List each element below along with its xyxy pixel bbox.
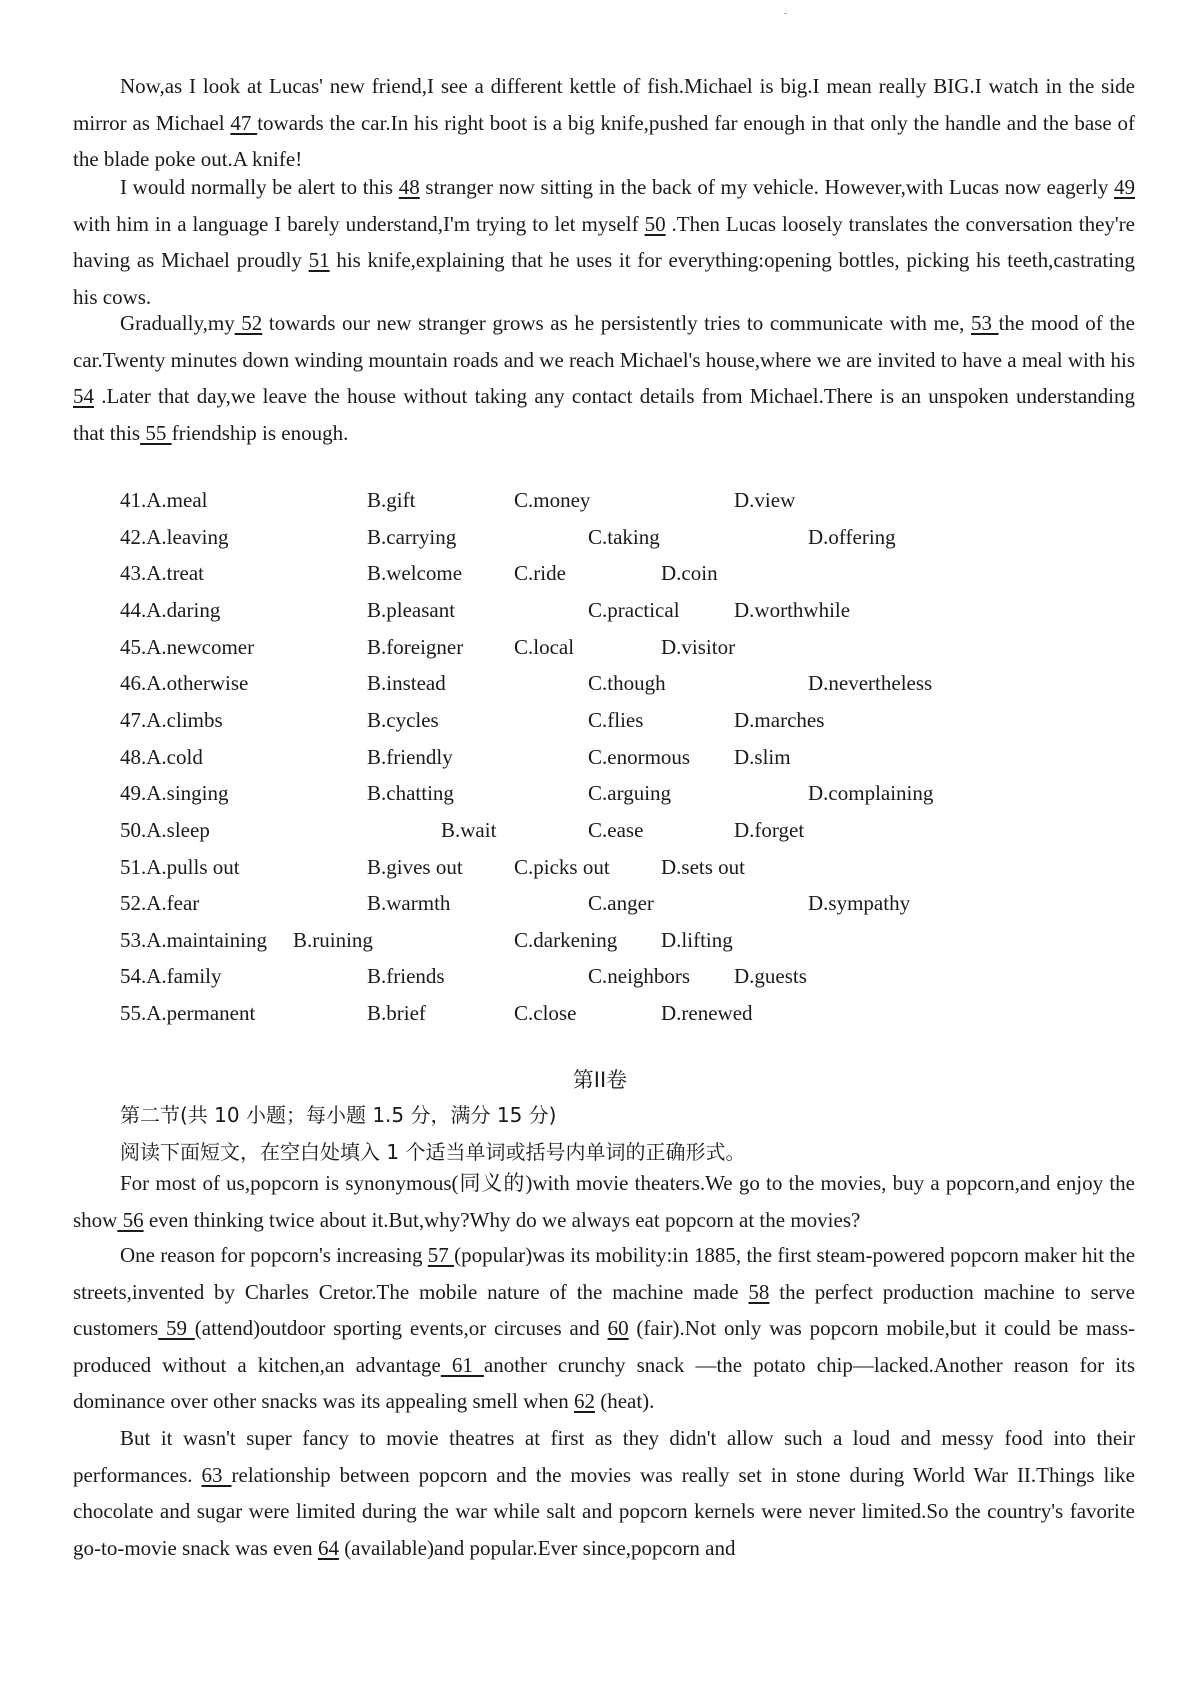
passage1-paragraph-2 bbox=[73, 169, 1135, 315]
section-header: 第二节(共 10 小题；每小题 1.5 分，满分 15 分) bbox=[120, 1103, 557, 1127]
option-row bbox=[0, 812, 1200, 848]
option-d: D.view bbox=[734, 488, 796, 512]
option-d: D.sympathy bbox=[808, 891, 911, 916]
passage-text: But it wasn't super fancy to movie theatres at first as they didn't allow such a loud and messy food into their performances. bbox=[73, 1426, 1135, 1487]
passage-text: his knife,explaining that he uses it for everything:opening bottles, picking his teeth,castrating his cows. bbox=[73, 248, 1135, 309]
passage-text: another crunchy snack —the potato chip—lacked.Another reason for its dominance over other snacks was its appealing smell when bbox=[73, 1352, 1135, 1414]
answer-blank: 57 bbox=[427, 1243, 455, 1267]
answer-blank: 55 bbox=[140, 420, 172, 445]
option-c: C.darkening bbox=[514, 927, 618, 952]
option-row bbox=[0, 885, 1200, 921]
option-d: D.forget bbox=[734, 817, 805, 842]
option-c: C.neighbors bbox=[588, 964, 691, 989]
option-a: 42.A.leaving bbox=[120, 524, 229, 549]
option-a: 54.A.family bbox=[120, 964, 222, 989]
option-b: B.friends bbox=[367, 964, 445, 989]
passage-text: with him in a language I barely understand,I'm trying to let myself bbox=[73, 211, 645, 236]
option-d: D.marches bbox=[734, 707, 825, 732]
passage-text: the perfect production machine to serve customers bbox=[73, 1279, 1135, 1341]
volume-title: 第II卷 bbox=[572, 1068, 628, 1092]
option-row bbox=[0, 665, 1200, 701]
option-row bbox=[0, 629, 1200, 665]
option-d: D.coin bbox=[661, 561, 718, 586]
option-a: 41.A.meal bbox=[120, 488, 208, 512]
option-a: 43.A.treat bbox=[120, 561, 204, 586]
option-a: 46.A.otherwise bbox=[120, 671, 249, 696]
option-c: C.local bbox=[514, 634, 575, 659]
option-c: C.practical bbox=[588, 597, 680, 622]
option-a: 48.A.cold bbox=[120, 744, 203, 769]
passage-text: even thinking twice about it.But,why?Why do we always eat popcorn at the movies? bbox=[143, 1207, 861, 1232]
passage-text: relationship between popcorn and the movies was really set in stone during World War II.Things like chocolate and sugar were limited during the war while salt and popcorn kernels were never limited.So the country's favorite go-to-movie snack was even bbox=[73, 1462, 1135, 1560]
option-row bbox=[0, 922, 1200, 958]
option-d: D.lifting bbox=[661, 927, 733, 952]
passage-text: Now,as I look at Lucas' new friend,I see a different kettle of fish.Michael is big.I mean really BIG.I watch in the side mirror as Michael bbox=[73, 74, 1135, 135]
option-row bbox=[0, 592, 1200, 628]
answer-blank: 47 bbox=[230, 110, 258, 135]
passage-text: One reason for popcorn's increasing bbox=[120, 1243, 428, 1267]
option-row bbox=[0, 775, 1200, 811]
passage-text: I would normally be alert to this bbox=[120, 175, 399, 199]
option-d: D.slim bbox=[734, 744, 791, 769]
answer-blank: 58 bbox=[748, 1279, 770, 1304]
option-d: D.complaining bbox=[808, 781, 934, 806]
answer-blank: 48 bbox=[398, 175, 420, 199]
option-c: C.taking bbox=[588, 524, 660, 549]
option-c: C.anger bbox=[588, 891, 654, 916]
option-b: B.carrying bbox=[367, 524, 457, 549]
answer-blank: 64 bbox=[317, 1535, 339, 1560]
option-d: D.visitor bbox=[661, 634, 736, 659]
passage-text: .Then Lucas loosely translates the conversation they're having as Michael proudly bbox=[73, 211, 1136, 273]
option-a: 55.A.permanent bbox=[120, 1001, 256, 1026]
option-a: 47.A.climbs bbox=[120, 707, 223, 732]
option-row bbox=[0, 702, 1200, 738]
passage2-paragraph-1 bbox=[73, 1165, 1135, 1238]
answer-blank: 59 bbox=[158, 1316, 195, 1341]
answer-blank: 62 bbox=[573, 1389, 595, 1414]
option-b: B.foreigner bbox=[367, 634, 464, 659]
option-a: 53.A.maintaining bbox=[120, 927, 267, 952]
answer-blank: 63 bbox=[201, 1462, 232, 1487]
option-b: B.gives out bbox=[367, 854, 463, 879]
passage-text: (fair).Not only was popcorn mobile,but it could be mass-produced without a kitchen,an advantage bbox=[73, 1316, 1136, 1377]
option-c: C.flies bbox=[588, 707, 644, 732]
option-c: C.close bbox=[514, 1001, 577, 1026]
option-row bbox=[0, 482, 1200, 518]
option-b: B.gift bbox=[367, 488, 416, 512]
option-c: C.arguing bbox=[588, 781, 672, 806]
option-a: 51.A.pulls out bbox=[120, 854, 240, 879]
passage-text: (attend)outdoor sporting events,or circuses and bbox=[194, 1316, 608, 1341]
option-b: B.chatting bbox=[367, 781, 454, 806]
answer-blank: 49 bbox=[1113, 175, 1135, 199]
option-row bbox=[0, 849, 1200, 885]
option-d: D.offering bbox=[808, 524, 896, 549]
option-row bbox=[0, 519, 1200, 555]
option-d: D.nevertheless bbox=[808, 671, 933, 696]
option-c: C.though bbox=[588, 671, 666, 696]
answer-blank: 50 bbox=[644, 211, 666, 236]
answer-blank: 60 bbox=[607, 1316, 629, 1341]
option-b: B.welcome bbox=[367, 561, 463, 586]
option-c: C.ease bbox=[588, 817, 644, 842]
option-c: C.ride bbox=[514, 561, 566, 586]
option-c: C.money bbox=[514, 488, 591, 512]
option-a: 49.A.singing bbox=[120, 781, 229, 806]
option-c: C.picks out bbox=[514, 854, 610, 879]
answer-blank: 51 bbox=[308, 248, 330, 273]
passage-text: towards our new stranger grows as he persistently tries to communicate with me, bbox=[262, 311, 971, 335]
answer-blank: 54 bbox=[73, 384, 94, 409]
passage-text: (available)and popular.Ever since,popcorn and bbox=[338, 1535, 736, 1560]
top-mark: - bbox=[784, 8, 788, 19]
instruction-text: 阅读下面短文，在空白处填入 1 个适当单词或括号内单词的正确形式。 bbox=[120, 1140, 746, 1164]
option-b: B.ruining bbox=[293, 927, 373, 952]
passage-text: stranger now sitting in the back of my vehicle. However,with Lucas now eagerly bbox=[419, 175, 1114, 199]
option-row bbox=[0, 739, 1200, 775]
option-d: D.worthwhile bbox=[734, 597, 851, 622]
passage-text: (heat). bbox=[594, 1389, 655, 1414]
passage1-paragraph-1 bbox=[73, 68, 1135, 178]
passage-text: Gradually,my bbox=[120, 311, 235, 335]
option-d: D.guests bbox=[734, 964, 807, 989]
passage-text: friendship is enough. bbox=[171, 420, 349, 445]
option-a: 52.A.fear bbox=[120, 891, 200, 916]
passage1-paragraph-3 bbox=[73, 305, 1135, 451]
option-b: B.wait bbox=[441, 817, 497, 842]
passage2-paragraph-2 bbox=[73, 1237, 1135, 1420]
passage2-paragraph-3 bbox=[73, 1420, 1135, 1566]
option-d: D.sets out bbox=[661, 854, 745, 879]
option-b: B.instead bbox=[367, 671, 446, 696]
option-a: 44.A.daring bbox=[120, 597, 221, 622]
answer-blank: 56 bbox=[117, 1207, 144, 1232]
option-b: B.warmth bbox=[367, 891, 451, 916]
option-row bbox=[0, 995, 1200, 1031]
option-a: 45.A.newcomer bbox=[120, 634, 255, 659]
option-b: B.brief bbox=[367, 1001, 426, 1026]
option-a: 50.A.sleep bbox=[120, 817, 210, 842]
option-d: D.renewed bbox=[661, 1001, 753, 1026]
answer-blank: 53 bbox=[971, 311, 999, 335]
option-b: B.pleasant bbox=[367, 597, 456, 622]
passage-text: towards the car.In his right boot is a big knife,pushed far enough in that only the handle and the base of the blade poke out.A knife! bbox=[73, 110, 1135, 172]
option-c: C.enormous bbox=[588, 744, 691, 769]
passage-text: .Later that day,we leave the house without taking any contact details from Michael.There is an unspoken understanding that this bbox=[73, 384, 1135, 445]
option-b: B.friendly bbox=[367, 744, 453, 769]
option-row bbox=[0, 958, 1200, 994]
option-row bbox=[0, 555, 1200, 591]
passage-text: For most of us,popcorn is synonymous(同义的)with movie theaters.We go to the movies, buy a popcorn,and enjoy the show bbox=[73, 1171, 1135, 1232]
answer-blank: 61 bbox=[440, 1352, 484, 1377]
option-b: B.cycles bbox=[367, 707, 439, 732]
passage-text: (popular)was its mobility:in 1885, the first steam-powered popcorn maker hit the streets,invented by Charles Cretor.The mobile nature of the machine made bbox=[73, 1243, 1136, 1304]
passage-text: the mood of the car.Twenty minutes down winding mountain roads and we reach Michael's house,where we are invited to have a meal with his bbox=[73, 311, 1136, 372]
answer-blank: 52 bbox=[234, 311, 263, 335]
